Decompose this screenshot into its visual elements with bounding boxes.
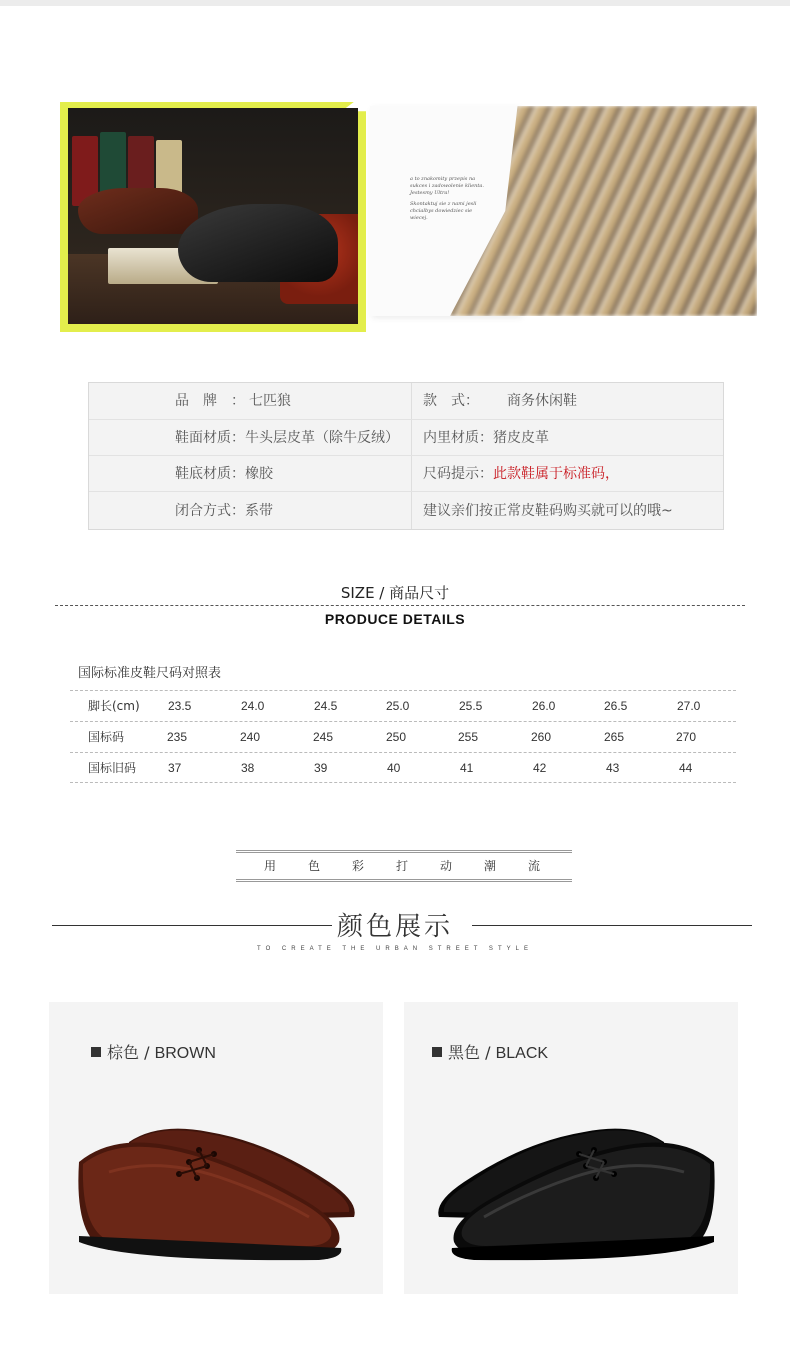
size-row-old-national-code [70, 752, 736, 783]
spec-cell-size-tip [423, 456, 619, 492]
size-cell: 38 [241, 761, 255, 775]
spec-label: 款 式： [423, 393, 479, 409]
slogan-char: 动 [440, 859, 453, 873]
color-square-icon [432, 1047, 442, 1057]
size-cell: 40 [387, 761, 401, 775]
color-card-black [404, 1002, 738, 1294]
spec-label: 鞋底材质： [175, 466, 245, 482]
size-cell: 255 [458, 730, 479, 744]
spec-label: 尺码提示： [423, 466, 493, 482]
color-card-label [91, 1040, 216, 1063]
spec-label: 品 牌 ： [175, 393, 245, 409]
color-name-en: BROWN [154, 1045, 216, 1062]
spec-row [89, 491, 723, 529]
slogan-box [236, 850, 572, 882]
size-cell: 37 [168, 761, 182, 775]
spec-row [89, 455, 723, 491]
color-name-en: BLACK [495, 1045, 549, 1062]
size-cell: 24.0 [241, 699, 265, 713]
spec-value-highlight: 此款鞋属于标准码， [493, 466, 619, 482]
spec-cell-size-advice [423, 492, 673, 530]
spec-row [89, 419, 723, 455]
size-row-national-code [70, 721, 736, 752]
size-cell: 27.0 [677, 699, 701, 713]
color-card-brown [49, 1002, 383, 1294]
color-square-icon [91, 1047, 101, 1057]
size-cell: 24.5 [314, 699, 338, 713]
hero-card-paragraph: Skontaktuj sie z nami jesli chcialbys dowiedziec sie wiecej. [410, 201, 477, 221]
size-row-header: 国标旧码 [88, 761, 137, 775]
size-cell: 41 [460, 761, 474, 775]
size-cell: 42 [533, 761, 547, 775]
color-display-title: 颜色展示 [336, 912, 453, 942]
size-cell: 250 [386, 730, 407, 744]
spec-value: 建议亲们按正常皮鞋码购买就可以的哦~ [423, 503, 673, 519]
spec-value: 七匹狼 [249, 393, 291, 409]
size-row-header: 脚长(cm) [88, 699, 140, 713]
size-chart-table [70, 690, 736, 783]
size-cell: 39 [314, 761, 328, 775]
size-cell: 26.0 [532, 699, 556, 713]
hero-banner [60, 100, 760, 332]
size-section-title: SIZE / 商品尺寸 [340, 584, 450, 602]
color-name-cn: 棕色 [107, 1043, 140, 1062]
size-cell: 240 [240, 730, 261, 744]
spec-cell-lining-material [423, 420, 549, 456]
size-cell: 43 [606, 761, 620, 775]
size-section-subtitle: PRODUCE DETAILS [324, 611, 466, 627]
size-cell: 245 [313, 730, 334, 744]
slogan-char: 潮 [484, 859, 497, 873]
slogan-char: 打 [396, 859, 409, 873]
spec-table [88, 382, 724, 530]
spec-label: 闭合方式： [175, 503, 245, 519]
black-shoe-pair-image [424, 1102, 724, 1272]
color-name-sep: / [139, 1043, 155, 1062]
color-name-cn: 黑色 [448, 1043, 481, 1062]
size-chart-caption: 国际标准皮鞋尺码对照表 [78, 666, 222, 681]
size-divider [55, 605, 745, 606]
spec-value: 橡胶 [245, 466, 273, 482]
spec-value: 商务休闲鞋 [507, 393, 577, 409]
black-shoe-image [178, 204, 338, 282]
size-cell: 23.5 [168, 699, 192, 713]
size-cell: 25.5 [459, 699, 483, 713]
size-row-foot-length [70, 690, 736, 721]
size-cell: 25.0 [386, 699, 410, 713]
size-cell: 235 [167, 730, 188, 744]
color-display-subtitle: TO CREATE THE URBAN STREET STYLE [257, 946, 533, 952]
spec-cell-closure [175, 492, 273, 530]
size-cell: 26.5 [604, 699, 628, 713]
hero-card-paragraph: a to znakomity przepis na sukces i zadowolenie klienta. Jestesmy Ultra! [410, 176, 484, 196]
spec-row [89, 383, 723, 419]
size-cell: 265 [604, 730, 625, 744]
brown-shoe-pair-image [69, 1102, 369, 1272]
color-name-sep: / [480, 1043, 496, 1062]
spec-value: 系带 [245, 503, 273, 519]
slogan-char: 彩 [352, 859, 365, 873]
spec-value: 牛头层皮革（除牛反绒） [245, 430, 399, 446]
top-strip [0, 0, 790, 6]
size-cell: 260 [531, 730, 552, 744]
spec-cell-brand [175, 383, 291, 419]
spec-label: 鞋面材质： [175, 430, 245, 446]
hero-product-photo [68, 108, 358, 324]
hero-card-text [410, 176, 490, 226]
slogan-char: 流 [528, 859, 541, 873]
slogan-char: 用 [264, 859, 277, 873]
spec-cell-sole-material [175, 456, 273, 492]
color-card-label [432, 1040, 548, 1063]
size-row-header: 国标码 [88, 730, 125, 744]
brown-shoe-image [78, 188, 198, 234]
spec-value: 猪皮皮革 [493, 430, 549, 446]
spec-cell-upper-material [175, 420, 399, 456]
size-cell: 270 [676, 730, 697, 744]
size-cell: 44 [679, 761, 693, 775]
spec-label: 内里材质： [423, 430, 493, 446]
spec-cell-style [423, 383, 577, 419]
slogan-char: 色 [308, 859, 321, 873]
